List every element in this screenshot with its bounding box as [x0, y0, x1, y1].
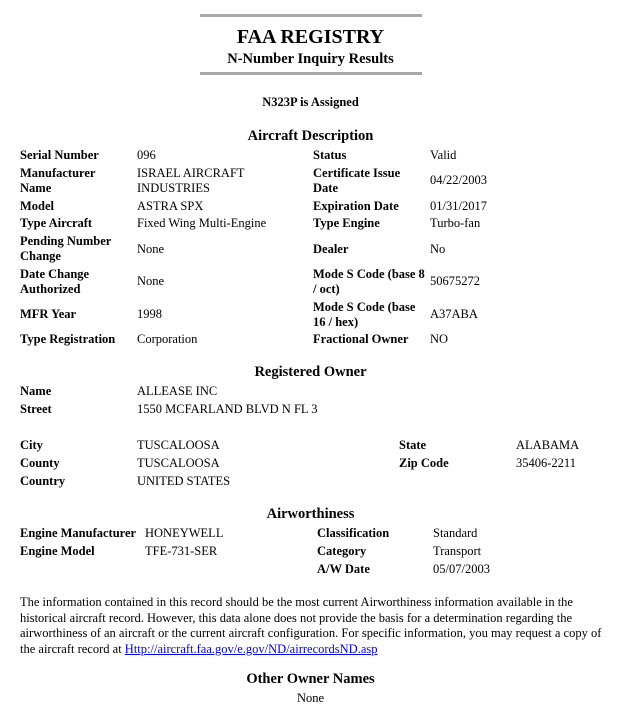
model-label: Model — [20, 199, 55, 213]
engine-manufacturer-label: Engine Manufacturer — [20, 526, 137, 540]
manufacturer-name-label: Manufacturer Name — [20, 166, 96, 195]
classification-label: Classification — [317, 526, 390, 540]
category-value: Transport — [433, 544, 482, 558]
mode-s-oct-label: Mode S Code (base 8 / oct) — [313, 267, 425, 296]
county-label: County — [20, 456, 60, 470]
pending-number-change-label: Pending Number Change — [20, 234, 112, 263]
aw-date-value: 05/07/2003 — [433, 562, 490, 576]
mode-s-oct-value: 50675272 — [430, 274, 480, 288]
pending-number-change-value: None — [137, 242, 165, 256]
certificate-issue-date-label: Certificate Issue Date — [313, 166, 401, 195]
date-change-authorized-label: Date Change Authorized — [20, 267, 90, 296]
engine-manufacturer-value: HONEYWELL — [145, 526, 224, 540]
registered-owner-heading: Registered Owner — [254, 364, 367, 380]
serial-number-label: Serial Number — [20, 148, 99, 162]
expiration-date-value: 01/31/2017 — [430, 199, 487, 213]
status-value: Valid — [430, 148, 457, 162]
fractional-owner-value: NO — [430, 332, 449, 346]
bottom-divider — [200, 72, 422, 75]
aircraft-description-heading: Aircraft Description — [247, 128, 374, 144]
engine-model-label: Engine Model — [20, 544, 95, 558]
other-owner-names-value: None — [296, 691, 325, 705]
owner-name-value: ALLEASE INC — [137, 384, 218, 398]
mode-s-hex-label: Mode S Code (base 16 / hex) — [313, 300, 416, 329]
type-registration-label: Type Registration — [20, 332, 116, 346]
top-divider — [200, 14, 422, 17]
dealer-label: Dealer — [313, 242, 349, 256]
type-engine-label: Type Engine — [313, 216, 380, 230]
category-label: Category — [317, 544, 367, 558]
street-label: Street — [20, 402, 52, 416]
type-engine-value: Turbo-fan — [430, 216, 481, 230]
owner-name-label: Name — [20, 384, 52, 398]
county-value: TUSCALOOSA — [137, 456, 220, 470]
country-value: UNITED STATES — [137, 474, 231, 488]
page-subtitle: N-Number Inquiry Results — [227, 51, 394, 67]
fractional-owner-label: Fractional Owner — [313, 332, 409, 346]
status-label: Status — [313, 148, 347, 162]
model-value: ASTRA SPX — [137, 199, 204, 213]
engine-model-value: TFE-731-SER — [145, 544, 218, 558]
serial-number-value: 096 — [137, 148, 156, 162]
type-aircraft-label: Type Aircraft — [20, 216, 93, 230]
aircraft-records-link[interactable]: Http://aircraft.faa.gov/e.gov/ND/airrecordsND.asp — [124, 641, 378, 656]
manufacturer-name-value: ISRAEL AIRCRAFT INDUSTRIES — [137, 166, 245, 195]
city-label: City — [20, 438, 43, 452]
mfr-year-label: MFR Year — [20, 307, 77, 321]
zip-code-label: Zip Code — [399, 456, 449, 470]
dealer-value: No — [430, 242, 446, 256]
classification-value: Standard — [433, 526, 478, 540]
state-value: ALABAMA — [516, 438, 580, 452]
airworthiness-heading: Airworthiness — [266, 506, 355, 522]
street-value: 1550 MCFARLAND BLVD N FL 3 — [137, 402, 318, 416]
aw-date-label: A/W Date — [317, 562, 370, 576]
zip-code-value: 35406-2211 — [516, 456, 576, 470]
page-title: FAA REGISTRY — [236, 26, 385, 48]
city-value: TUSCALOOSA — [137, 438, 220, 452]
type-registration-value: Corporation — [137, 332, 198, 346]
airworthiness-notice — [20, 595, 605, 657]
date-change-authorized-value: None — [137, 274, 165, 288]
state-label: State — [399, 438, 427, 452]
mfr-year-value: 1998 — [137, 307, 162, 321]
notice-text: The information contained in this record should be the most current Airworthiness information available in the historical aircraft record. However, this data alone does not provide the basis for a determination regarding the airworthiness of an aircraft or the current aircraft configuration. For specific information, you may request a copy of the aircraft record at — [20, 595, 602, 656]
country-label: Country — [20, 474, 66, 488]
expiration-date-label: Expiration Date — [313, 199, 399, 213]
mode-s-hex-value: A37ABA — [430, 307, 478, 321]
registration-status: N323P is Assigned — [262, 95, 359, 109]
certificate-issue-date-value: 04/22/2003 — [430, 173, 487, 187]
other-owner-names-heading: Other Owner Names — [246, 671, 375, 687]
type-aircraft-value: Fixed Wing Multi-Engine — [137, 216, 267, 230]
